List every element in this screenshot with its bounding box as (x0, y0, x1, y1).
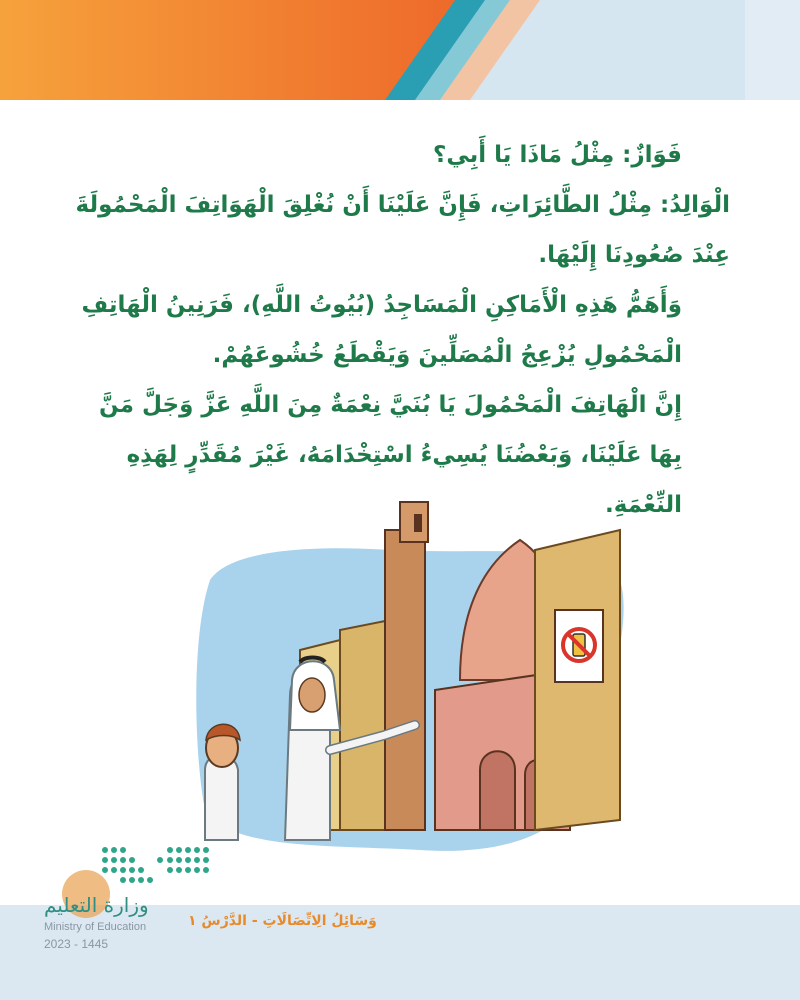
header-orange-panel (0, 0, 455, 100)
story-text (60, 130, 730, 530)
mosque-scene-graphic (190, 490, 630, 860)
mosque-door (480, 751, 515, 830)
minaret-icon (385, 530, 425, 830)
father-face-front (299, 678, 325, 712)
header-graphic (0, 0, 800, 100)
ministry-name-english: Ministry of Education (44, 921, 147, 933)
mosque-illustration (190, 490, 630, 860)
wall-left (340, 620, 390, 830)
paragraph-1: فَوَازٌ: مِثْلُ مَاذَا يَا أَبِي؟ (433, 142, 682, 168)
ministry-logo-dots-icon (100, 845, 220, 885)
header-corner (745, 0, 800, 100)
footer-band (0, 905, 800, 1000)
minaret-window (414, 514, 422, 532)
paragraph-3: وَأَهَمُّ هَذِهِ الْأَمَاكِنِ الْمَسَاجِدُ (بُيُوتُ اللَّهِ)، فَرَنِينُ الْهَاتِفِ الْمَحْمُولِ يُزْعِجُ الْمُصَلِّينَ وَيَقْطَعُ خُشُوعَهُمْ. (81, 292, 682, 368)
paragraph-2: الْوَالِدُ: مِثْلُ الطَّائِرَاتِ، فَإِنَّ عَلَيْنَا أَنْ نُغْلِقَ الْهَوَاتِفَ الْمَحْمُولَةَ عِنْدَ صُعُودِنَا إِلَيْهَا. (75, 192, 730, 268)
edition-year: 2023 - 1445 (44, 937, 109, 951)
chapter-label: وَسَائِلُ الِاتِّصَالَاتِ - الدَّرْسُ ١ (188, 913, 377, 929)
header-banner (0, 0, 800, 100)
ministry-name-arabic: وزارة التعليم (44, 893, 149, 917)
paragraph-4: إِنَّ الْهَاتِفَ الْمَحْمُولَ يَا بُنَيَّ نِعْمَةٌ مِنَ اللَّهِ عَزَّ وَجَلَّ مَنَّ بِهَا عَلَيْنَا، وَبَعْضُنَا يُسِيءُ اسْتِخْدَامَهُ، غَيْرَ مُقَدِّرٍ لِهَذِهِ النِّعْمَةِ. (99, 392, 682, 518)
